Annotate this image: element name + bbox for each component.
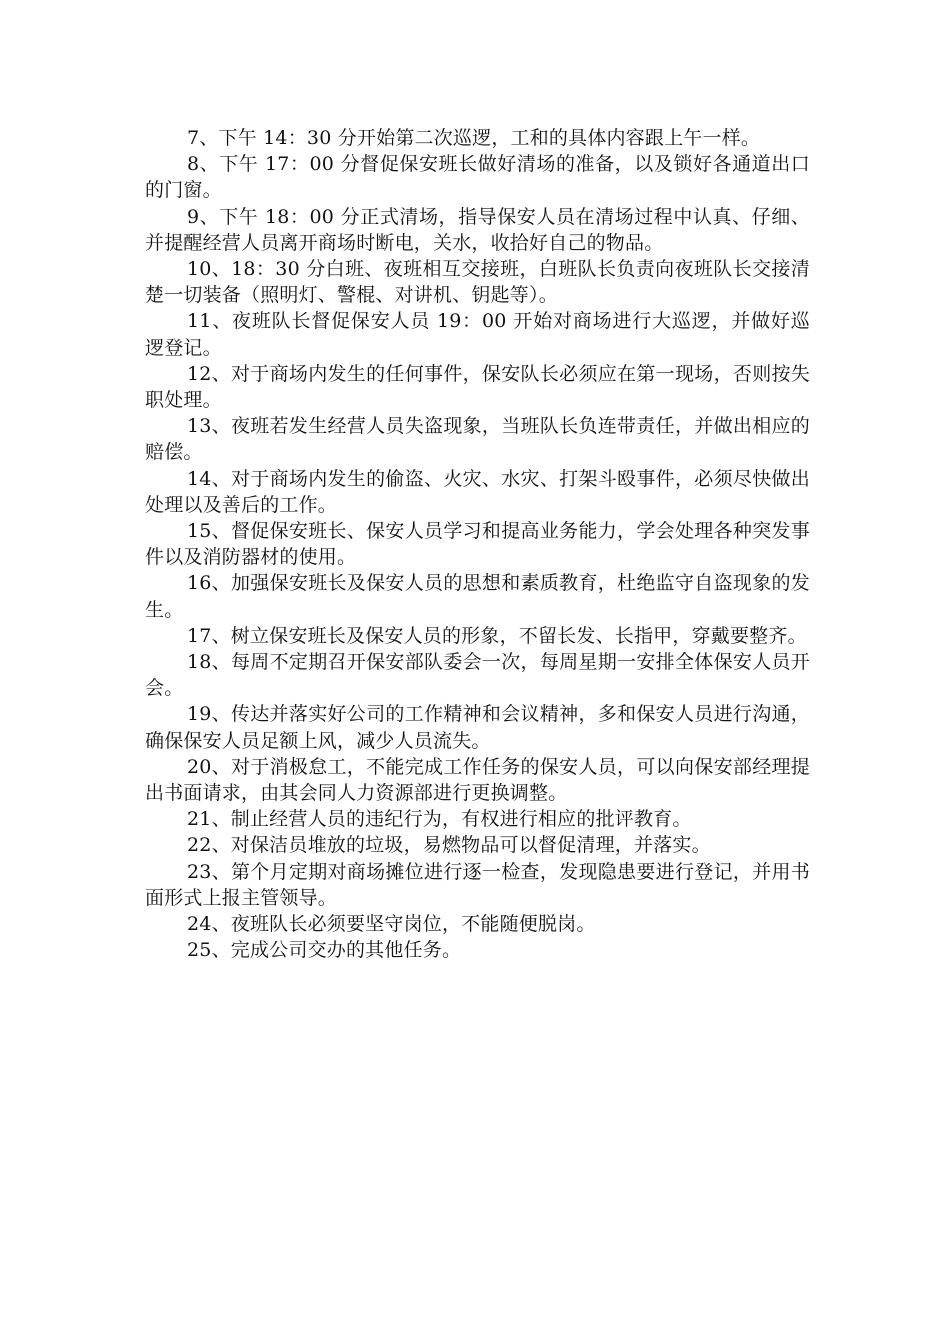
paragraph-18: 18、每周不定期召开保安部队委会一次，每周星期一安排全体保安人员开会。 [145, 651, 810, 700]
paragraph-9: 9、下午 18：00 分正式清场，指导保安人员在清场过程中认真、仔细、并提醒经营人员离开商场时断电，关水，收拾好自己的物品。 [145, 205, 810, 254]
paragraph-10: 10、18：30 分白班、夜班相互交接班，白班队长负责向夜班队长交接清楚一切装备（照明灯、警棍、对讲机、钥匙等）。 [145, 258, 810, 307]
document-body [145, 125, 810, 964]
paragraph-13: 13、夜班若发生经营人员失盗现象，当班队长负连带责任，并做出相应的赔偿。 [145, 415, 810, 464]
paragraph-8: 8、下午 17：00 分督促保安班长做好清场的准备，以及锁好各通道出口的门窗。 [145, 153, 810, 202]
paragraph-7: 7、下午 14：30 分开始第二次巡逻，工和的具体内容跟上午一样。 [187, 127, 761, 149]
paragraph-22: 22、对保洁员堆放的垃圾，易燃物品可以督促清理，并落实。 [187, 834, 711, 857]
paragraph-20: 20、对于消极怠工，不能完成工作任务的保安人员，可以向保安部经理提出书面请求，由其会同人力资源部进行更换调整。 [145, 755, 810, 805]
paragraph-12: 12、对于商场内发生的任何事件，保安队长必须应在第一现场，否则按失职处理。 [145, 362, 810, 412]
paragraph-23: 23、第个月定期对商场摊位进行逐一检查，发现隐患要进行登记，并用书面形式上报主管领导。 [145, 860, 810, 909]
paragraph-16: 16、加强保安班长及保安人员的思想和素质教育，杜绝监守自盗现象的发生。 [145, 572, 810, 621]
paragraph-15: 15、督促保安班长、保安人员学习和提高业务能力，学会处理各种突发事件以及消防器材的使用。 [145, 520, 810, 569]
paragraph-19: 19、传达并落实好公司的工作精神和会议精神，多和保安人员进行沟通，确保保安人员足额上风，减少人员流失。 [145, 703, 810, 752]
paragraph-25: 25、完成公司交办的其他任务。 [187, 939, 462, 962]
paragraph-14: 14、对于商场内发生的偷盗、火灾、水灾、打架斗殴事件，必须尽快做出处理以及善后的工作。 [145, 467, 810, 516]
paragraph-21: 21、制止经营人员的违纪行为，有权进行相应的批评教育。 [187, 808, 692, 831]
paragraph-11: 11、夜班队长督促保安人员 19：00 开始对商场进行大巡逻，并做好巡逻登记。 [145, 310, 810, 359]
paragraph-17: 17、树立保安班长及保安人员的形象，不留长发、长指甲，穿戴要整齐。 [187, 624, 807, 647]
paragraph-24: 24、夜班队长必须要坚守岗位，不能随便脱岗。 [187, 913, 596, 936]
